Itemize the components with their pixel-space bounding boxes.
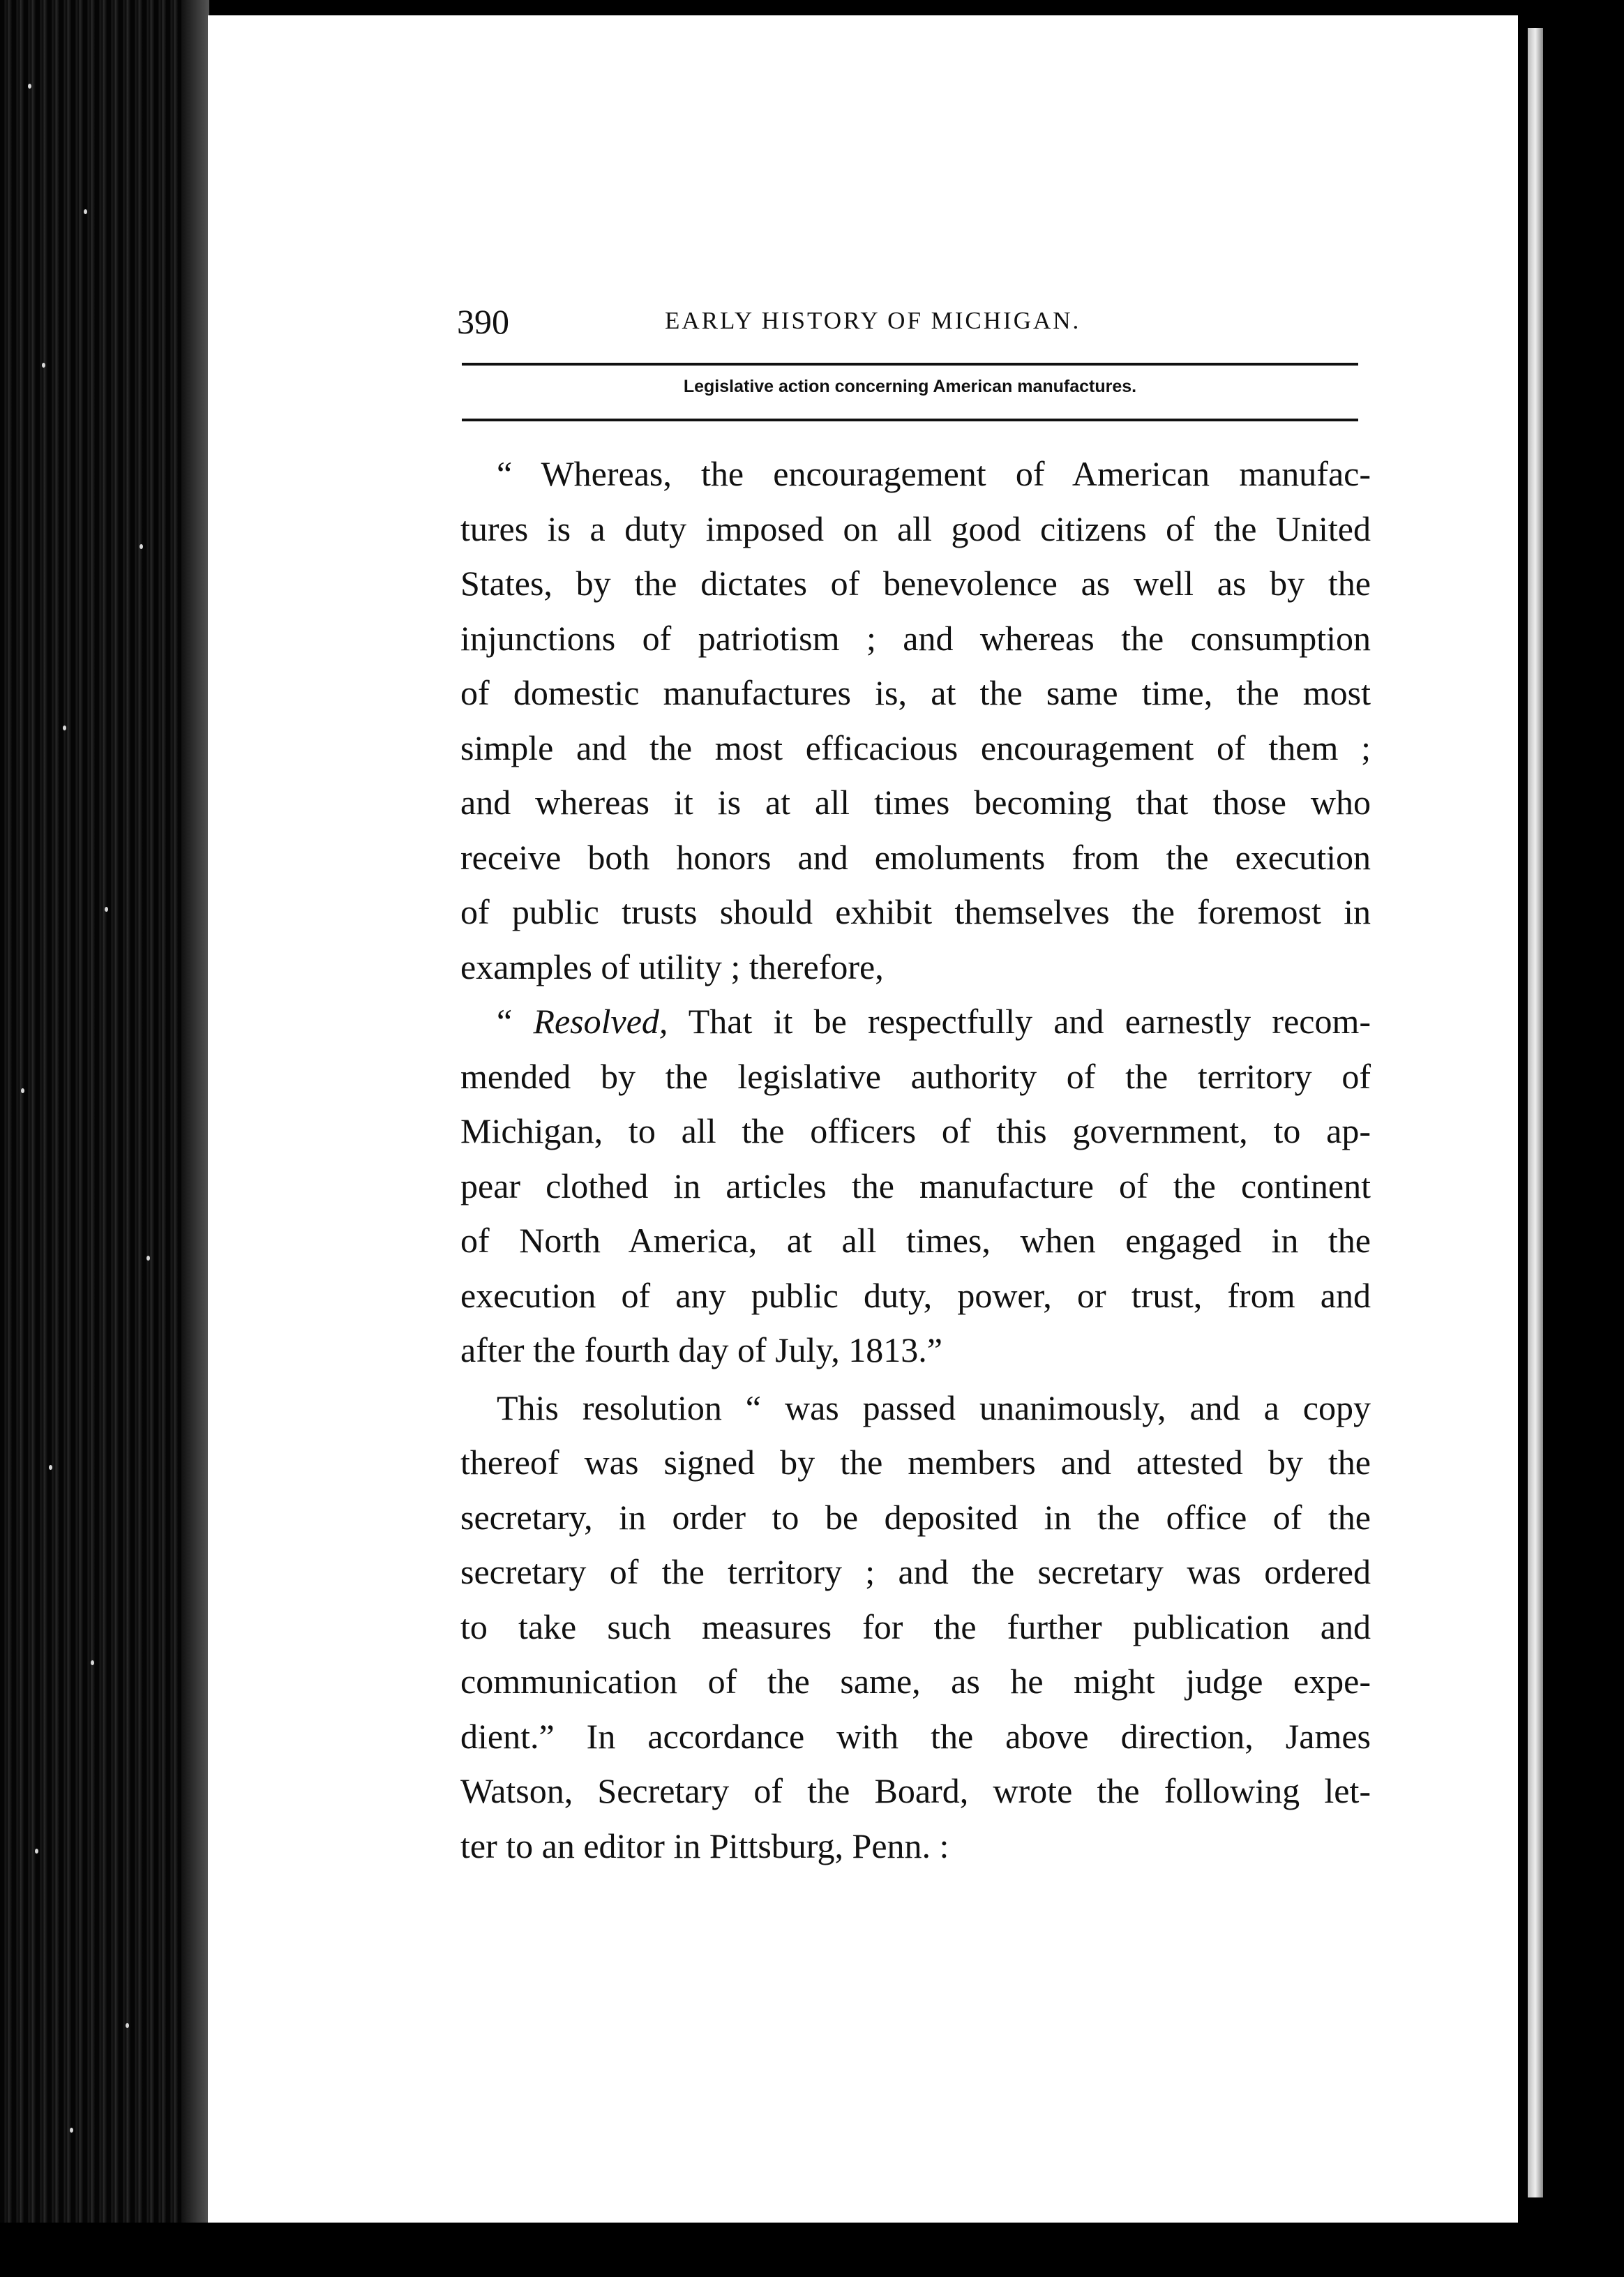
text-line: secretary, in order to be deposited in the office of the — [460, 1497, 1371, 1537]
right-page-edge — [1514, 0, 1624, 2277]
scan-speck — [35, 1849, 38, 1854]
text-line: of public trusts should exhibit themselves the foremost in — [460, 892, 1371, 931]
text-line: and whereas it is at all times becoming that those who — [460, 783, 1371, 822]
text-line: secretary of the territory ; and the secretary was ordered — [460, 1552, 1371, 1591]
text-line: Watson, Secretary of the Board, wrote the following let- — [460, 1771, 1371, 1810]
body-text — [460, 446, 1371, 1873]
text-line: pear clothed in articles the manufacture of the continent — [460, 1166, 1371, 1205]
paragraph-this-resolution — [460, 1381, 1371, 1874]
scan-speck — [42, 363, 45, 368]
open-quote: “ — [497, 1002, 534, 1041]
page-header — [457, 301, 1364, 346]
resolved-italic: Resolved, — [533, 1002, 668, 1041]
text-line: ter to an editor in Pittsburg, Penn. : — [460, 1826, 949, 1865]
text-line: “ Whereas, the encouragement of American manufac- — [497, 454, 1371, 493]
text-line: thereof was signed by the members and attested by the — [460, 1443, 1371, 1482]
scan-speck — [49, 1465, 52, 1470]
text-line: injunctions of patriotism ; and whereas the consumption — [460, 618, 1371, 658]
scan-speck — [91, 1660, 94, 1665]
text-line: simple and the most efficacious encouragement of them ; — [460, 728, 1371, 767]
header-rule-bottom — [462, 419, 1358, 421]
scan-speck — [70, 2128, 73, 2133]
text-line: This resolution “ was passed unanimously, and a copy — [497, 1388, 1371, 1427]
side-heading: Legislative action concerning American manufactures. — [683, 377, 1137, 396]
page-number: 390 — [457, 302, 509, 341]
text-line: examples of utility ; therefore, — [460, 947, 884, 986]
scan-speck — [105, 907, 108, 912]
text-line: Michigan, to all the officers of this government, to ap- — [460, 1111, 1371, 1150]
scan-speck — [21, 1088, 24, 1093]
text-line — [460, 994, 1371, 1049]
bottom-scan-border — [0, 2223, 1624, 2277]
running-title: EARLY HISTORY OF MICHIGAN. — [665, 307, 1081, 334]
header-rule-top — [462, 363, 1358, 366]
scan-speck — [84, 209, 87, 214]
book-binding-gutter — [0, 0, 209, 2277]
text-line: execution of any public duty, power, or trust, from and — [460, 1275, 1371, 1315]
text-line: tures is a duty imposed on all good citizens of the United — [460, 509, 1371, 548]
scan-speck — [63, 726, 66, 730]
text-line: after the fourth day of July, 1813.” — [460, 1330, 942, 1369]
text-line: of domestic manufactures is, at the same time, the most — [460, 673, 1371, 712]
paragraph-resolved — [460, 994, 1371, 1378]
scan-speck — [146, 1256, 150, 1261]
text-line-rest: That it be respectfully and earnestly recom- — [668, 1002, 1371, 1041]
next-page-sliver — [1528, 28, 1543, 2197]
paragraph-whereas — [460, 446, 1371, 994]
text-line: receive both honors and emoluments from the execution — [460, 837, 1371, 877]
text-line: communication of the same, as he might judge expe- — [460, 1662, 1371, 1701]
scan-speck — [140, 544, 143, 549]
text-line: to take such measures for the further publication and — [460, 1607, 1371, 1646]
scan-speck — [126, 2023, 129, 2028]
scan-speck — [28, 84, 31, 89]
text-line: States, by the dictates of benevolence as well as by the — [460, 564, 1371, 603]
text-line: dient.” In accordance with the above direction, James — [460, 1716, 1371, 1756]
text-line: mended by the legislative authority of the territory of — [460, 1056, 1371, 1096]
text-line: of North America, at all times, when engaged in the — [460, 1221, 1371, 1260]
